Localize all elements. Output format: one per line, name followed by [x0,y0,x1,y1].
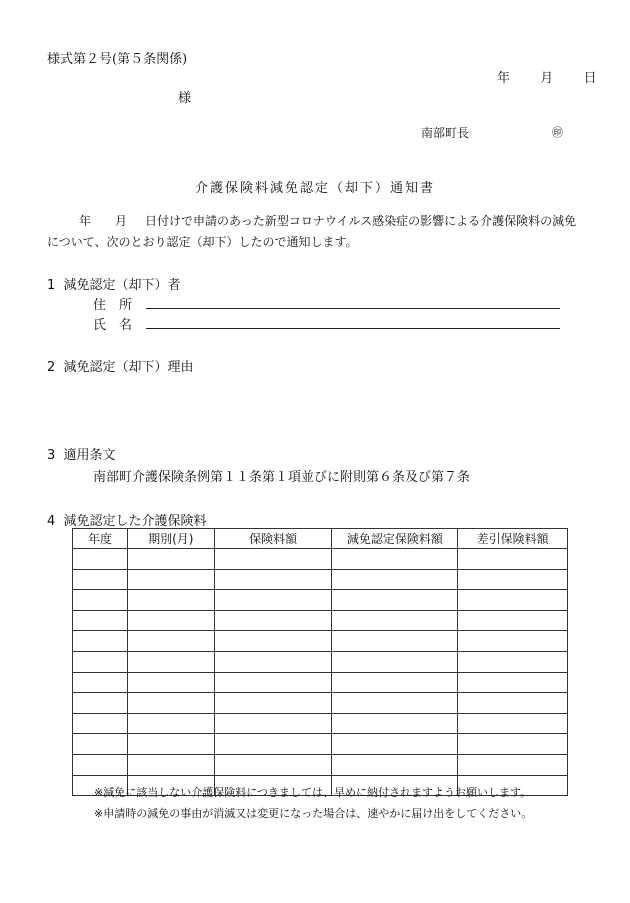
table-cell[interactable] [214,549,332,570]
table-cell[interactable] [214,693,332,714]
section-number: 2 [47,360,56,375]
table-cell[interactable] [332,549,458,570]
table-cell[interactable] [458,651,568,672]
date-day: 日 [583,71,597,86]
section-number: 4 [47,514,56,529]
section-title: 減免認定（却下）理由 [63,360,194,375]
table-cell[interactable] [458,754,568,775]
table-cell[interactable] [127,569,214,590]
document-title: 介護保険料減免認定（却下）通知書 [194,181,435,196]
address-field[interactable] [146,308,560,309]
table-cell[interactable] [127,672,214,693]
table-cell[interactable] [73,734,128,755]
table-cell[interactable] [127,754,214,775]
section-number: 3 [47,448,56,463]
table-cell[interactable] [214,651,332,672]
table-row [73,754,568,775]
table-cell[interactable] [127,631,214,652]
table-row [73,693,568,714]
table-cell[interactable] [332,610,458,631]
section-title: 減免認定した介護保険料 [63,514,207,529]
table-cell[interactable] [73,569,128,590]
table-cell[interactable] [127,549,214,570]
table-cell[interactable] [458,734,568,755]
table-cell[interactable] [127,693,214,714]
fee-table [72,528,568,796]
date-month: 月 [540,71,554,86]
table-cell[interactable] [332,651,458,672]
table-row [73,590,568,611]
table-cell[interactable] [214,590,332,611]
table-cell[interactable] [214,734,332,755]
name-label: 氏 名 [93,318,133,333]
table-cell[interactable] [73,693,128,714]
date-blank: 年 月 [79,214,128,228]
table-row [73,713,568,734]
col-reduced-premium: 減免認定保険料額 [332,529,458,549]
section-1-heading [47,274,181,293]
table-cell[interactable] [127,713,214,734]
table-cell[interactable] [332,631,458,652]
table-cell[interactable] [332,754,458,775]
table-cell[interactable] [73,590,128,611]
issue-date [497,67,597,86]
form-number: 様式第２号(第５条関係) [47,52,188,67]
table-cell[interactable] [458,610,568,631]
table-cell[interactable] [73,651,128,672]
section-3-heading [47,444,116,463]
table-cell[interactable] [73,631,128,652]
table-cell[interactable] [214,610,332,631]
table-cell[interactable] [73,610,128,631]
table-row [73,549,568,570]
table-row [73,651,568,672]
table-cell[interactable] [73,672,128,693]
table-header-row [73,529,568,549]
section-title: 減免認定（却下）者 [63,278,181,293]
section-title: 適用条文 [63,448,116,463]
table-cell[interactable] [458,713,568,734]
address-label: 住 所 [93,298,133,313]
table-cell[interactable] [73,549,128,570]
table-cell[interactable] [458,693,568,714]
section-4-heading [47,510,207,529]
table-cell[interactable] [458,549,568,570]
table-cell[interactable] [127,734,214,755]
notice-body [47,211,587,253]
table-cell[interactable] [214,754,332,775]
table-cell[interactable] [214,713,332,734]
note-2: ※申請時の減免の事由が消滅又は変更になった場合は、速やかに届け出をしてください。 [94,807,533,820]
table-cell[interactable] [127,590,214,611]
note-1: ※減免に該当しない介護保険料につきましては、早めに納付されますようお願いします。 [94,786,532,799]
table-row [73,734,568,755]
notice-text: 日付けで申請のあった新型コロナウイルス感染症の影響による介護保険料の減免について、次のとおり認定（却下）したので通知します。 [47,214,577,249]
table-cell[interactable] [458,631,568,652]
table-cell[interactable] [214,672,332,693]
date-year: 年 [497,71,511,86]
addressee-honorific: 様 [178,91,192,106]
table-row [73,610,568,631]
col-premium: 保険料額 [214,529,332,549]
applicable-article: 南部町介護保険条例第１１条第１項並びに附則第６条及び第７条 [93,470,471,485]
table-row [73,631,568,652]
table-cell[interactable] [214,631,332,652]
section-2-heading [47,356,194,375]
col-net-premium: 差引保険料額 [458,529,568,549]
table-row [73,569,568,590]
issuer-name: 南部町長 [421,126,470,140]
section-number: 1 [47,278,56,293]
table-cell[interactable] [332,569,458,590]
table-cell[interactable] [73,754,128,775]
table-cell[interactable] [73,713,128,734]
table-cell[interactable] [214,569,332,590]
table-cell[interactable] [458,672,568,693]
table-cell[interactable] [332,734,458,755]
table-cell[interactable] [458,569,568,590]
name-field[interactable] [146,328,560,329]
table-cell[interactable] [127,651,214,672]
table-cell[interactable] [332,713,458,734]
table-cell[interactable] [332,590,458,611]
table-row [73,672,568,693]
table-cell[interactable] [332,672,458,693]
table-cell[interactable] [332,693,458,714]
table-cell[interactable] [458,590,568,611]
col-fiscal-year: 年度 [73,529,128,549]
col-period: 期別(月) [127,529,214,549]
seal-mark: ㊞ [552,126,563,139]
table-cell[interactable] [127,610,214,631]
